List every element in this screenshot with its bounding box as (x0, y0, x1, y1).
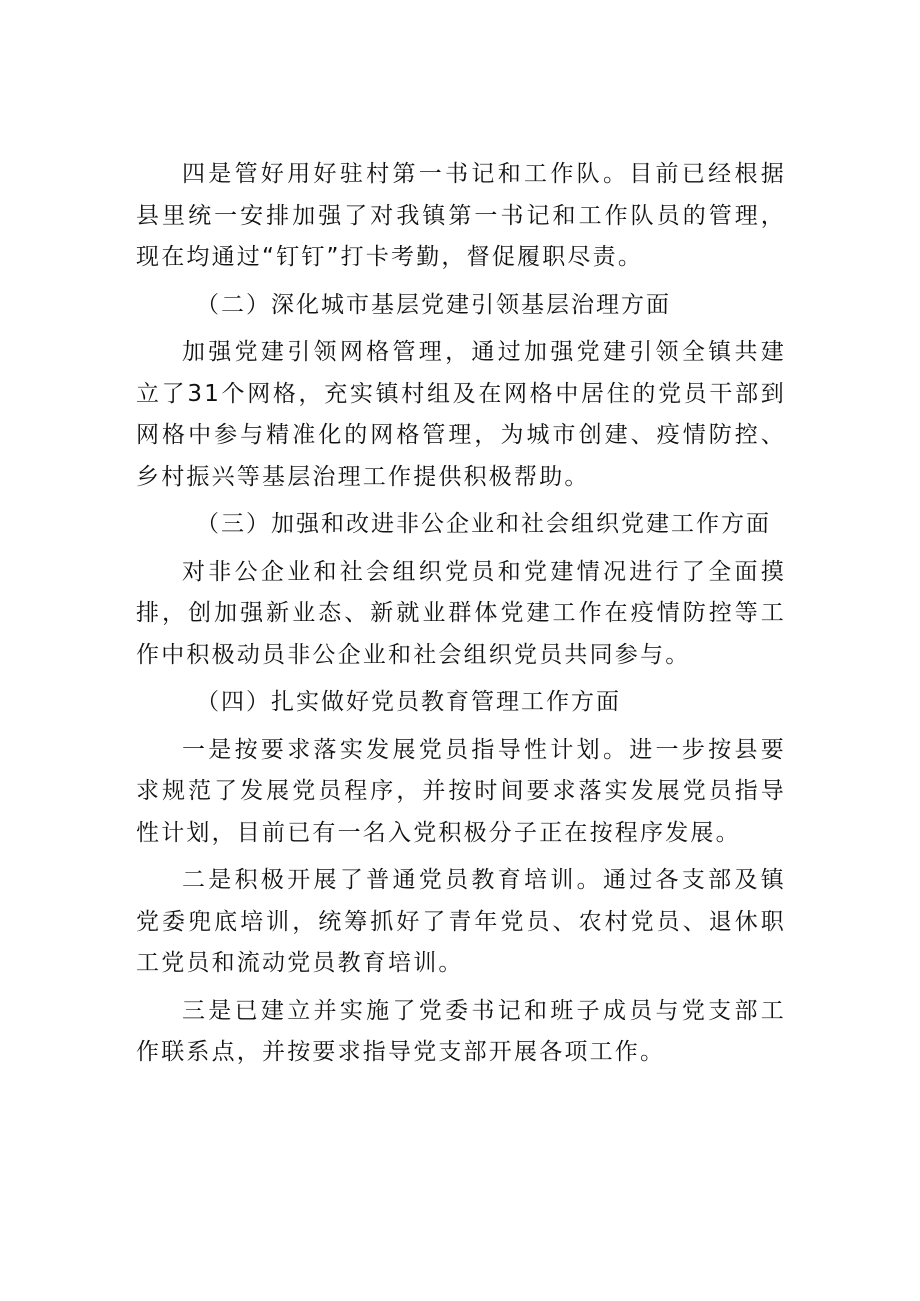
paragraph-education-training: 二是积极开展了普通党员教育培训。通过各支部及镇党委兜底培训，统筹抓好了青年党员、农村党员、退休职工党员和流动党员教育培训。 (136, 867, 786, 976)
section-heading-non-public: （三）加强和改进非公企业和社会组织党建工作方面 (196, 511, 771, 537)
paragraph-development-plan: 一是按要求落实发展党员指导性计划。进一步按县要求规范了发展党员程序，并按时间要求落实发展党员指导性计划，目前已有一名入党积极分子正在按程序发展。 (136, 736, 786, 846)
document-body (136, 154, 786, 1074)
paragraph-non-public-enterprises: 对非公企业和社会组织党员和党建情况进行了全面摸排，创加强新业态、新就业群体党建工作在疫情防控等工作中积极动员非公企业和社会组织党员共同参与。 (136, 558, 786, 668)
paragraph-first-secretary: 四是管好用好驻村第一书记和工作队。目前已经根据县里统一安排加强了对我镇第一书记和工作队员的管理，现在均通过“钉钉”打卡考勤，督促履职尽责。 (136, 161, 786, 270)
section-heading-member-education: （四）扎实做好党员教育管理工作方面 (196, 689, 621, 715)
paragraph-grid-management: 加强党建引领网格管理，通过加强党建引领全镇共建立了31个网格，充实镇村组及在网格中居住的党员干部到网格中参与精准化的网格管理，为城市创建、疫情防控、乡村振兴等基层治理工作提供积极帮助。 (136, 339, 786, 490)
paragraph-contact-points: 三是已建立并实施了党委书记和班子成员与党支部工作联系点，并按要求指导党支部开展各项工作。 (136, 997, 786, 1065)
section-heading-urban-governance: （二）深化城市基层党建引领基层治理方面 (196, 291, 671, 318)
